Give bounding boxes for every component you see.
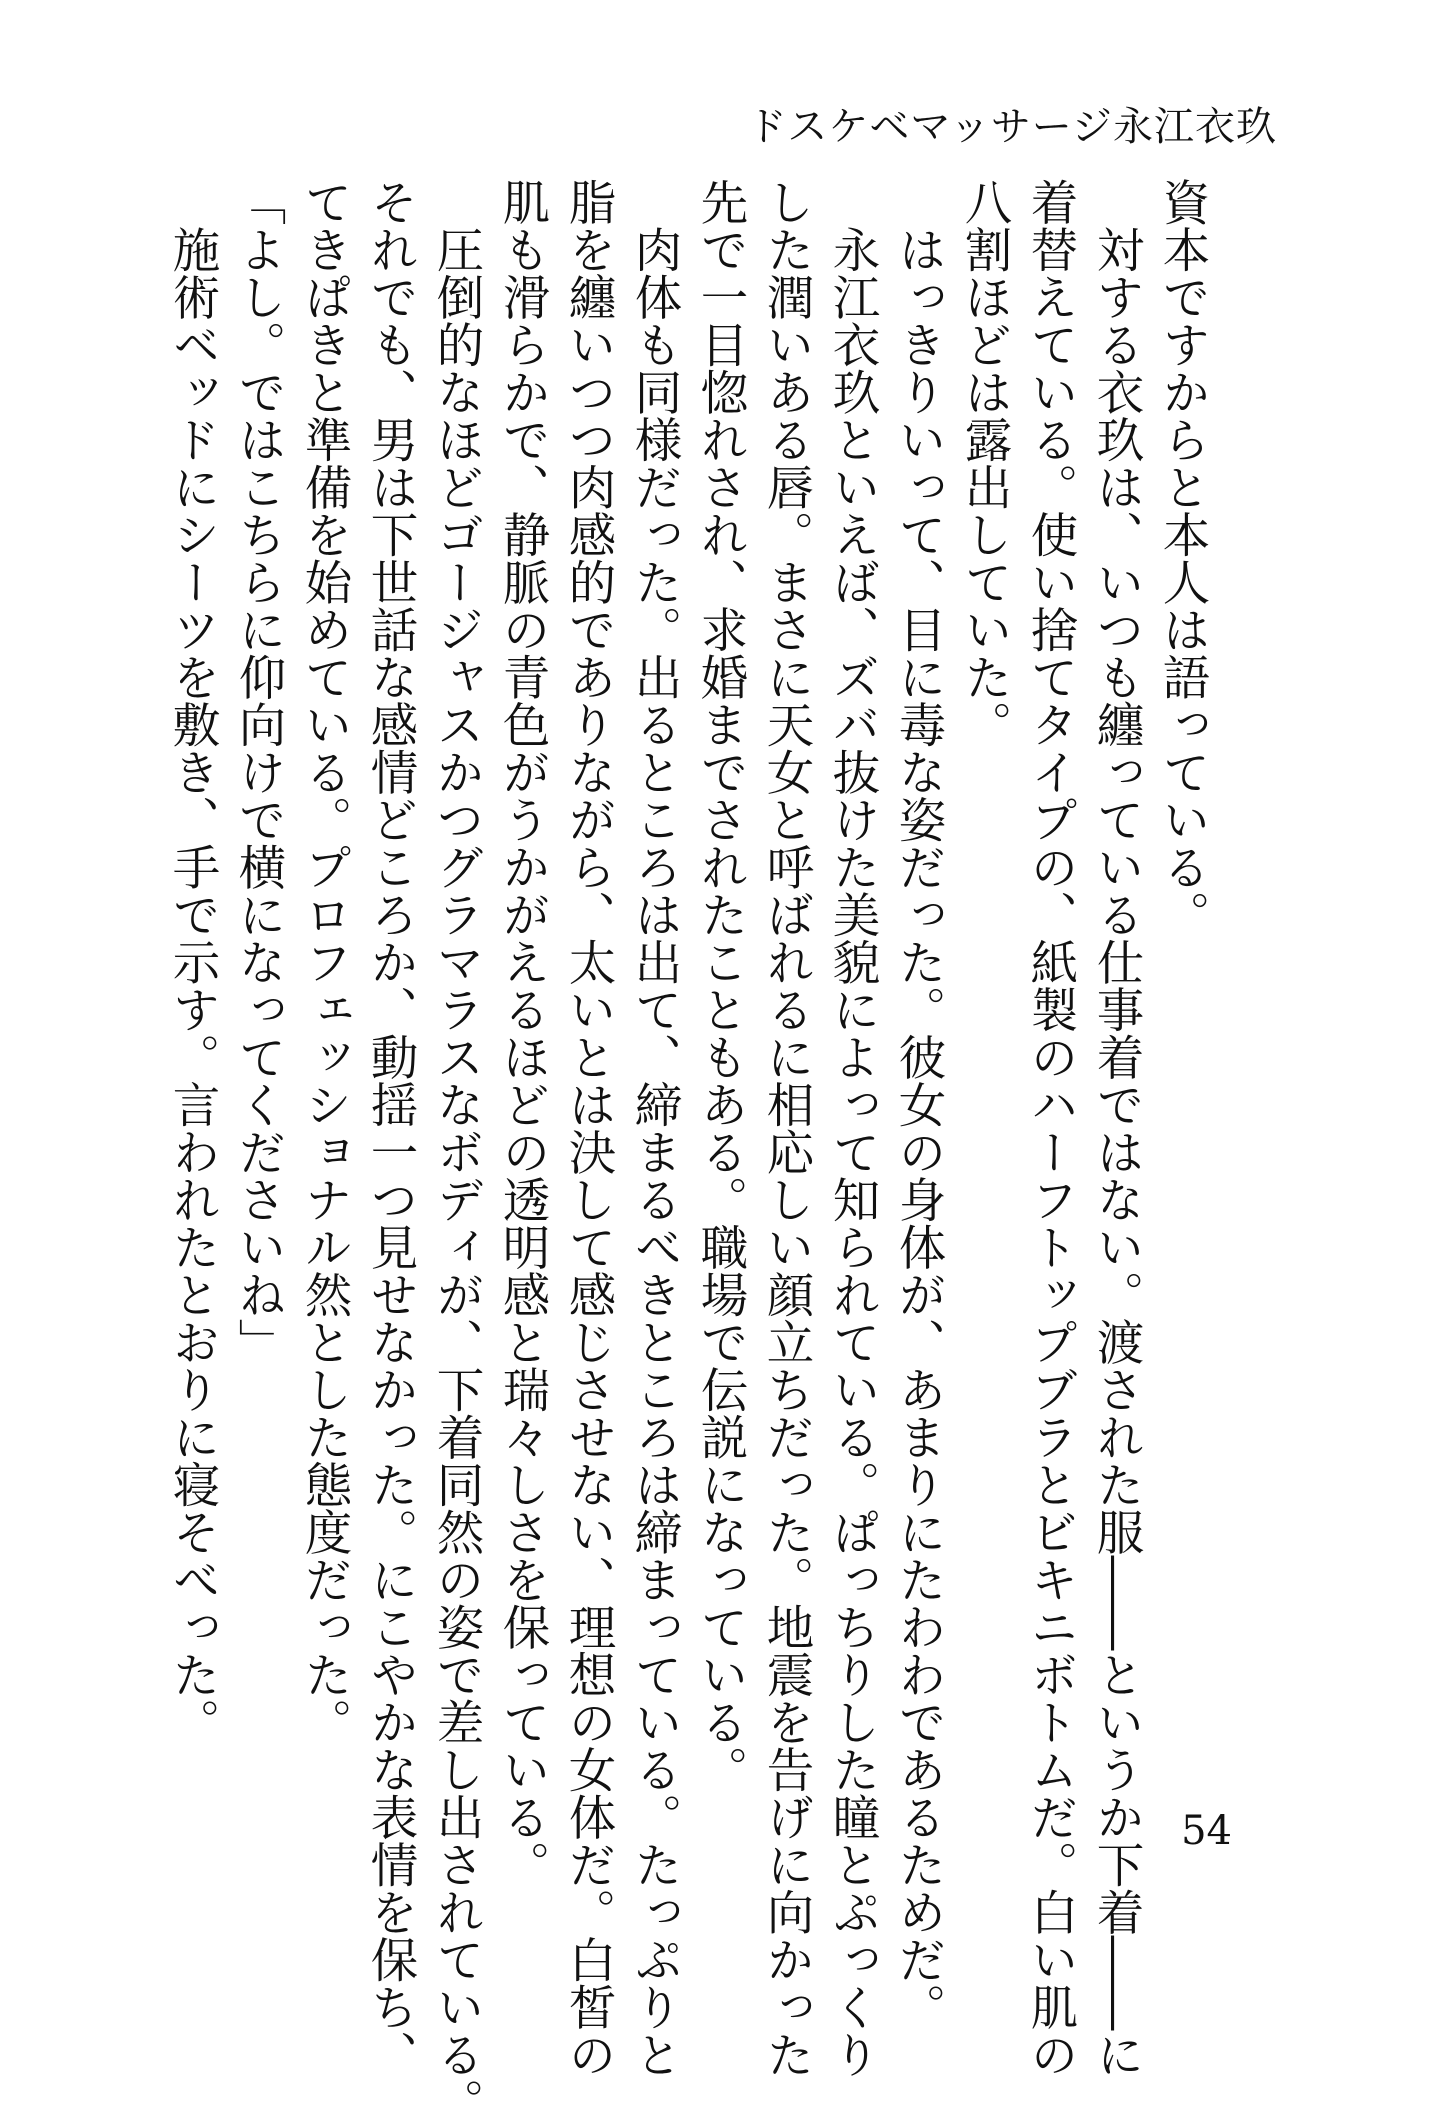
text-line: 八割ほどは露出していた。 — [956, 178, 1011, 748]
text-line: 脂を纏いつつ肉感的でありながら、太いとは決して感じさせない、理想の女体だ。白皙の — [560, 178, 615, 2078]
text-line: 着替えている。使い捨てタイプの、紙製のハーフトップブラとビキニボトムだ。白い肌の — [1022, 178, 1077, 2078]
text-line: 肌も滑らかで、静脈の青色がうかがえるほどの透明感と瑞々しさを保っている。 — [494, 178, 549, 1888]
text-line: した潤いある唇。まさに天女と呼ばれるに相応しい顔立ちだった。地震を告げに向かった — [758, 178, 813, 2078]
text-line: てきぱきと準備を始めている。プロフェッショナル然とした態度だった。 — [296, 178, 351, 1746]
text-line: それでも、男は下世話な感情どころか、動揺一つ見せなかった。にこやかな表情を保ち、 — [362, 178, 417, 2078]
running-header: ドスケベマッサージ永江衣玖 — [746, 104, 1277, 150]
text-line: 「よし。ではこちらに仰向けで横になってくださいね」 — [230, 178, 285, 1366]
text-line: 永江衣玖といえば、ズバ抜けた美貌によって知られている。ぱっちりした瞳とぷっくり — [824, 178, 879, 2078]
text-line: 資本ですからと本人は語っている。 — [1154, 178, 1209, 938]
text-line: 対する衣玖は、いつも纏っている仕事着ではない。渡された服――というか下着――に — [1088, 178, 1143, 2078]
text-line: 圧倒的なほどゴージャスかつグラマラスなボディが、下着同然の姿で差し出されている。 — [428, 178, 483, 2126]
text-line: 肉体も同様だった。出るところは出て、締まるべきところは締まっている。たっぷりと — [626, 178, 681, 2078]
page-number: 54 — [1181, 1808, 1232, 1854]
text-line: 施術ベッドにシーツを敷き、手で示す。言われたとおりに寝そべった。 — [164, 178, 219, 1746]
text-line: はっきりいって、目に毒な姿だった。彼女の身体が、あまりにたわわであるためだ。 — [890, 178, 945, 2031]
text-line: 先で一目惚れされ、求婚までされたこともある。職場で伝説になっている。 — [692, 178, 747, 1793]
